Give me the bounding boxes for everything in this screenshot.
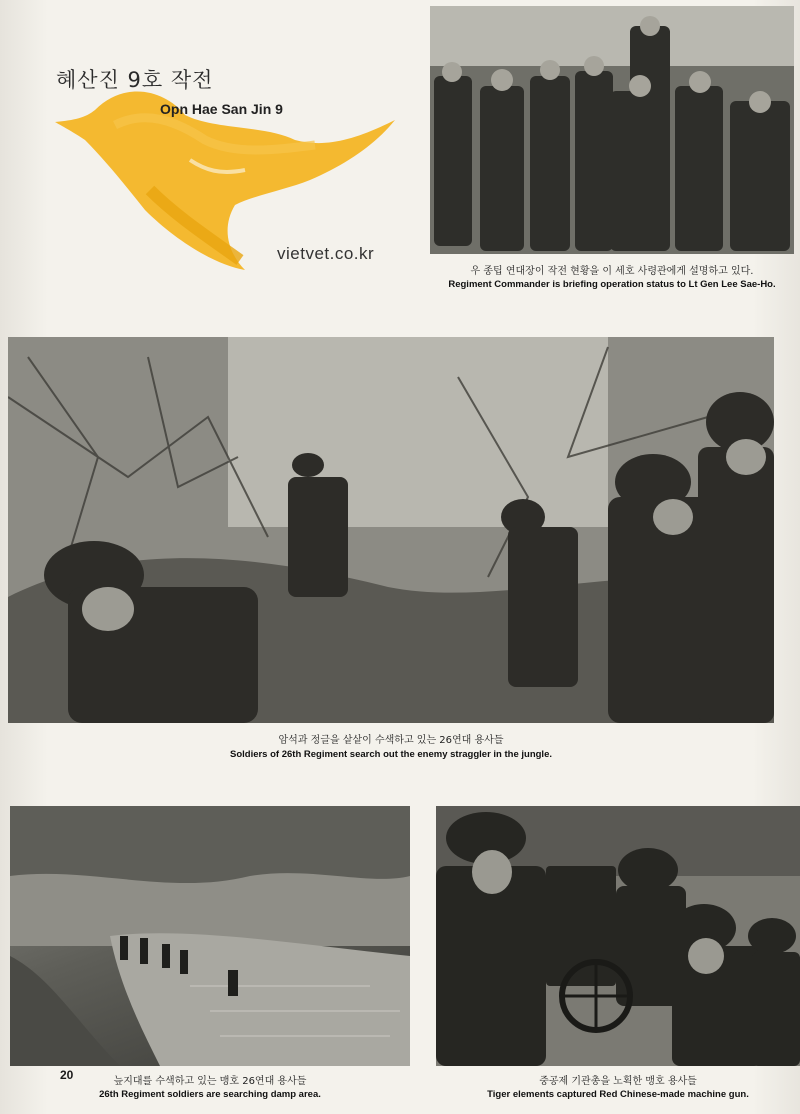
caption-english-jungle: Soldiers of 26th Regiment search out the enemy straggler in the jungle. (229, 749, 552, 760)
watermark-text: vietvet.co.kr (277, 244, 375, 263)
photo-briefing (430, 6, 794, 254)
caption-english-briefing: Regiment Commander is briefing operation status to Lt Gen Lee Sae-Ho. (448, 279, 776, 290)
caption-english-machine-gun: Tiger elements captured Red Chinese-made machine gun. (487, 1089, 749, 1100)
photo-damp-area (10, 806, 410, 1066)
title-korean: 혜산진 9호 작전 (56, 68, 214, 92)
title-english: Opn Hae San Jin 9 (160, 101, 283, 117)
caption-korean-jungle: 암석과 정글을 샅샅이 수색하고 있는 26연대 용사들 (278, 735, 504, 746)
page-number: 20 (60, 1068, 74, 1082)
caption-korean-briefing: 우 종팁 연대장이 작전 현황을 이 세호 사령관에게 설명하고 있다. (470, 266, 754, 277)
caption-korean-damp-area: 늪지대를 수색하고 있는 맹호 26연대 용사들 (113, 1076, 307, 1087)
photo-machine-gun (436, 806, 800, 1066)
photo-jungle-search (8, 337, 774, 723)
caption-english-damp-area: 26th Regiment soldiers are searching damp area. (99, 1089, 321, 1100)
caption-korean-machine-gun: 중공제 기관총을 노획한 맹호 용사들 (539, 1076, 697, 1087)
